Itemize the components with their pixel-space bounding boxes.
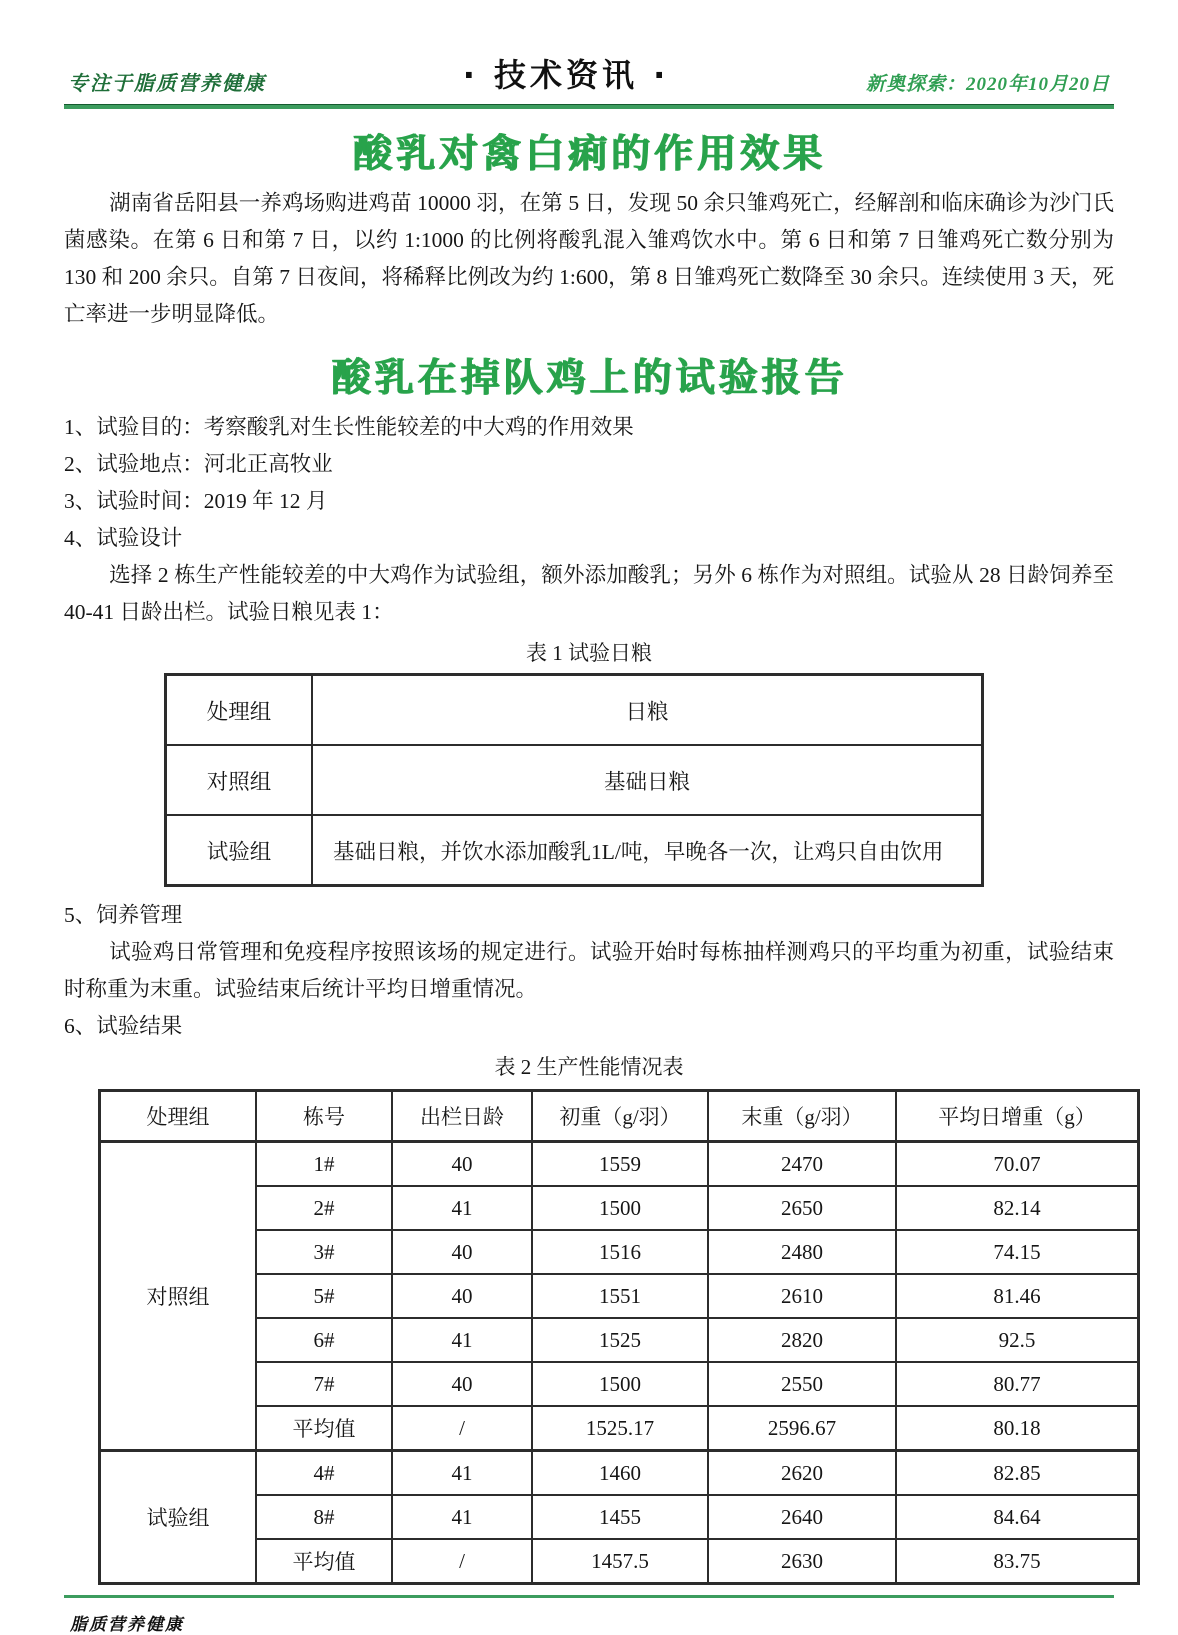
- table-cell: 1525.17: [532, 1406, 708, 1451]
- table-row: [166, 745, 983, 815]
- table-cell: 41: [392, 1451, 532, 1496]
- table-cell: 82.85: [896, 1451, 1139, 1496]
- management-paragraph: 试验鸡日常管理和免疫程序按照该场的规定进行。试验开始时每栋抽样测鸡只的平均重为初重，试验结束时称重为末重。试验结束后统计平均日增重情况。: [64, 940, 1114, 1001]
- table-cell: 2820: [708, 1318, 896, 1362]
- results-table: [98, 1089, 1140, 1585]
- table-cell: 2596.67: [708, 1406, 896, 1451]
- table-cell: /: [392, 1406, 532, 1451]
- table-cell: 84.64: [896, 1495, 1139, 1539]
- table-cell: 40: [392, 1274, 532, 1318]
- header-left-slogan: 专注于脂质营养健康: [68, 73, 266, 95]
- table-cell: 92.5: [896, 1318, 1139, 1362]
- table-row: [100, 1318, 1139, 1362]
- table-cell: 1460: [532, 1451, 708, 1496]
- table2-caption: 表 2 生产性能情况表: [494, 1055, 684, 1079]
- footer-slogan: 脂质营养健康: [70, 1615, 184, 1634]
- article1-paragraph: 湖南省岳阳县一养鸡场购进鸡苗 10000 羽，在第 5 日，发现 50 余只雏鸡死亡，经解剖和临床确诊为沙门氏菌感染。在第 6 日和第 7 日，以约 1:1000 的比例将酸乳混入雏鸡饮水中。第 6 日和第 7 日雏鸡死亡数分别为 130 和 200 余只。自第 7 日夜间，将稀释比例改为约 1:600，第 8 日雏鸡死亡数降至 30 余只。连续使用 3 天，死亡率进一步明显降低。: [64, 191, 1114, 326]
- design-paragraph: 选择 2 栋生产性能较差的中大鸡作为试验组，额外添加酸乳；另外 6 栋作为对照组。试验从 28 日龄饲养至 40-41 日龄出栏。试验日粮见表 1：: [64, 563, 1114, 624]
- page-header: [64, 50, 1114, 104]
- table-cell: 1#: [256, 1142, 392, 1187]
- list-item-1: 1、试验目的：考察酸乳对生长性能较差的中大鸡的作用效果: [64, 415, 634, 439]
- table-cell: 1525: [532, 1318, 708, 1362]
- diet-table: [164, 673, 984, 887]
- table-cell: 2610: [708, 1274, 896, 1318]
- table-header-cell: 栋号: [256, 1091, 392, 1142]
- table-cell: 74.15: [896, 1230, 1139, 1274]
- table-cell: 41: [392, 1186, 532, 1230]
- list-item-3: 3、试验时间：2019 年 12 月: [64, 489, 328, 513]
- table-cell: 4#: [256, 1451, 392, 1496]
- table-row: [166, 815, 983, 886]
- table-cell: 83.75: [896, 1539, 1139, 1584]
- group-name-cell: 对照组: [100, 1142, 257, 1451]
- table-cell: /: [392, 1539, 532, 1584]
- table1-caption: 表 1 试验日粮: [526, 641, 652, 665]
- table-cell: 1457.5: [532, 1539, 708, 1584]
- table-cell: 基础日粮，并饮水添加酸乳1L/吨，早晚各一次，让鸡只自由饮用: [312, 815, 983, 886]
- table-cell: 70.07: [896, 1142, 1139, 1187]
- table-cell: 2620: [708, 1451, 896, 1496]
- table-cell: 5#: [256, 1274, 392, 1318]
- list-item-2: 2、试验地点：河北正高牧业: [64, 452, 333, 476]
- table-cell: 1559: [532, 1142, 708, 1187]
- table-cell: 基础日粮: [312, 745, 983, 815]
- table-row: [100, 1406, 1139, 1451]
- table-row: [100, 1495, 1139, 1539]
- table-cell: 2640: [708, 1495, 896, 1539]
- table-cell: 8#: [256, 1495, 392, 1539]
- table-cell: 1500: [532, 1362, 708, 1406]
- page-footer: [64, 1595, 1114, 1635]
- issue-date: 新奥探索：2020年10月20日: [865, 74, 1110, 95]
- table-cell: 1516: [532, 1230, 708, 1274]
- table-row: [100, 1362, 1139, 1406]
- group-name-cell: 试验组: [100, 1451, 257, 1584]
- table-cell: 41: [392, 1318, 532, 1362]
- table-row: [100, 1539, 1139, 1584]
- table-cell: 82.14: [896, 1186, 1139, 1230]
- article2-title: 酸乳在掉队鸡上的试验报告: [330, 356, 847, 401]
- table-cell: 1455: [532, 1495, 708, 1539]
- table-cell: 41: [392, 1495, 532, 1539]
- table-row: [100, 1274, 1139, 1318]
- table-header-cell: 平均日增重（g）: [896, 1091, 1139, 1142]
- table-header-cell: 末重（g/羽）: [708, 1091, 896, 1142]
- table-cell: 40: [392, 1230, 532, 1274]
- table-cell: 81.46: [896, 1274, 1139, 1318]
- table-header-cell: 初重（g/羽）: [532, 1091, 708, 1142]
- table-cell: 6#: [256, 1318, 392, 1362]
- list-item-4: 4、试验设计: [64, 526, 183, 550]
- table-header-cell: 出栏日龄: [392, 1091, 532, 1142]
- table-cell: 日粮: [312, 675, 983, 746]
- bulletin-title: · 技术资讯 ·: [462, 56, 670, 94]
- table-cell: 对照组: [166, 745, 313, 815]
- table-header-cell: 处理组: [100, 1091, 257, 1142]
- table-cell: 平均值: [256, 1539, 392, 1584]
- list-item-6: 6、试验结果: [64, 1014, 183, 1038]
- table-cell: 40: [392, 1142, 532, 1187]
- table-cell: 2480: [708, 1230, 896, 1274]
- article1-title: 酸乳对禽白痢的作用效果: [352, 132, 826, 177]
- table-cell: 80.77: [896, 1362, 1139, 1406]
- table-row: [100, 1186, 1139, 1230]
- list-item-5: 5、饲养管理: [64, 903, 183, 927]
- table-row: [100, 1230, 1139, 1274]
- table-cell: 1500: [532, 1186, 708, 1230]
- table-cell: 2650: [708, 1186, 896, 1230]
- table-cell: 3#: [256, 1230, 392, 1274]
- table-cell: 2470: [708, 1142, 896, 1187]
- table-cell: 7#: [256, 1362, 392, 1406]
- table-cell: 平均值: [256, 1406, 392, 1451]
- table-row: [100, 1142, 1139, 1187]
- header-rule: [64, 104, 1114, 109]
- table-cell: 试验组: [166, 815, 313, 886]
- table-row: [100, 1451, 1139, 1496]
- table-cell: 2#: [256, 1186, 392, 1230]
- table-cell: 40: [392, 1362, 532, 1406]
- table-cell: 处理组: [166, 675, 313, 746]
- table-cell: 1551: [532, 1274, 708, 1318]
- table-cell: 2630: [708, 1539, 896, 1584]
- table-row: [166, 675, 983, 746]
- table-cell: 2550: [708, 1362, 896, 1406]
- table-cell: 80.18: [896, 1406, 1139, 1451]
- table-header-row: [100, 1091, 1139, 1142]
- footer-rule: [64, 1595, 1114, 1598]
